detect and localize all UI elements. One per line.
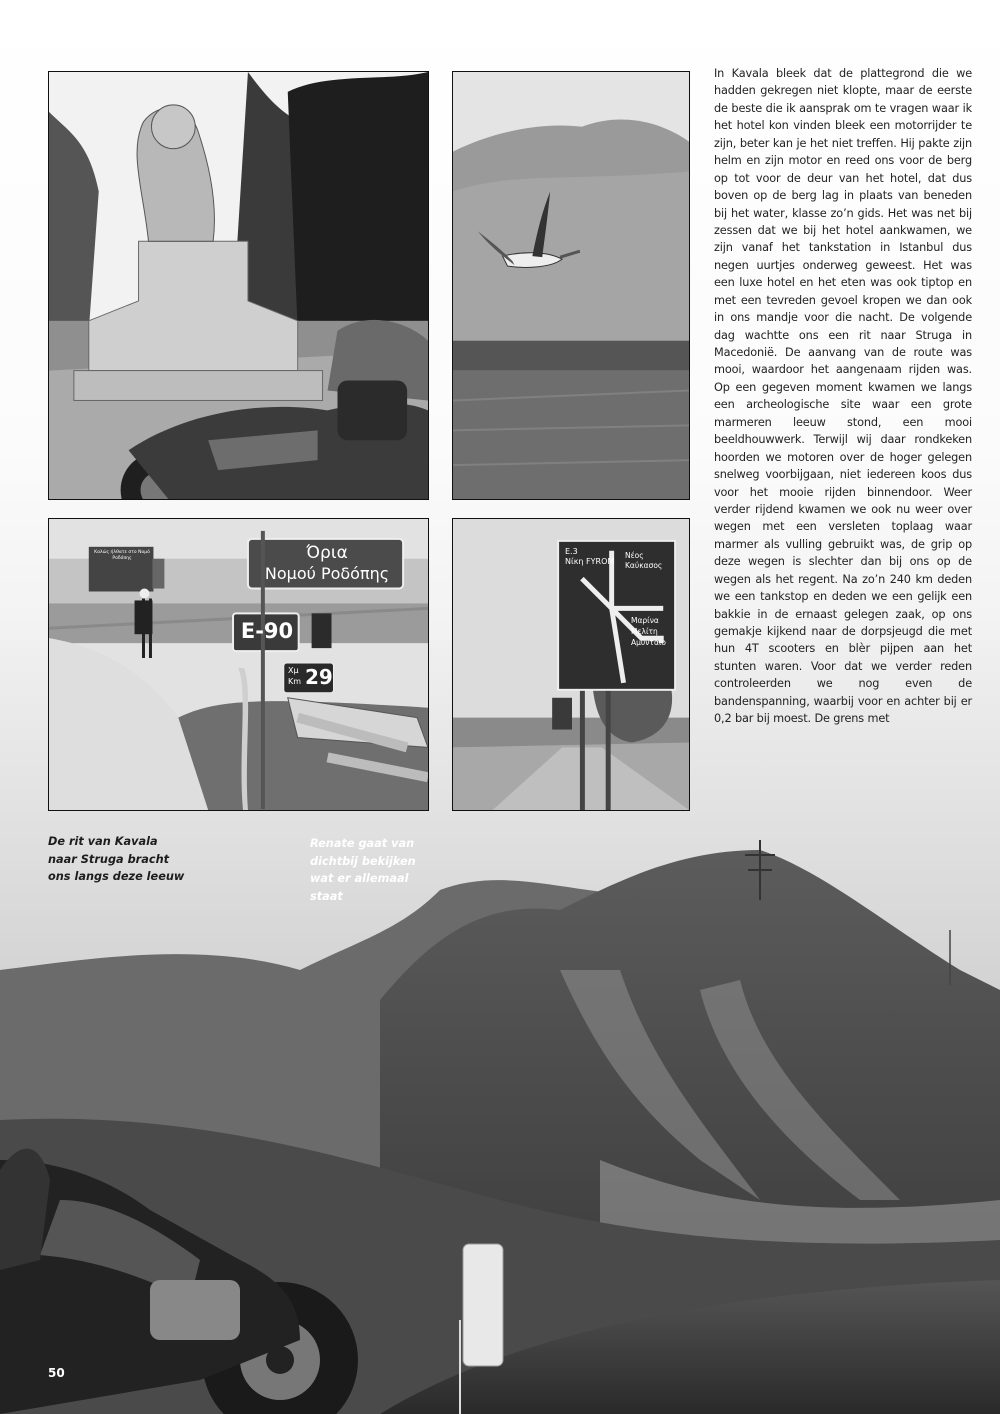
photo-pelican-lake xyxy=(452,71,690,500)
caption-renate: Renate gaat van dichtbij bekijken wat er allemaal staat xyxy=(310,837,416,903)
photo-direction-sign xyxy=(452,518,690,811)
sign-dir-bottom-1: Μαρίνα xyxy=(631,616,659,625)
sign-border-line-2: Νομού Ροδόπης xyxy=(264,564,390,583)
sign-km-label-2: Km xyxy=(288,677,302,686)
caption-lion: De rit van Kavala naar Struga bracht ons langs deze leeuw xyxy=(48,835,185,883)
sign-border-line-1: Όρια xyxy=(306,543,348,563)
article-body-text: In Kavala bleek dat de plattegrond die we hadden gekregen niet klopte, maar de eerste de beste die ik aansprak om te vragen waar ik het hotel kon vinden bleek een motorrijder te zijn, beter kan je het niet treffen. Hij pakte zijn helm en zijn motor en reed ons voor de berg op tot voor de deur van het hotel, dat dus boven op de berg lag in plaats van beneden bij het water, klasse zo’n gids. Het was net bij zessen dat we bij het hotel aankwamen, we zijn vanaf het tankstation in Istanbul dus negen uurtjes onderweg geweest. Het was een luxe hotel en het eten was ook tiptop en met een tevreden gevoel kropen we dan ook in ons mandje voor die nacht. De volgende dag wachtte ons een rit naar Struga in Macedonië. De aanvang van de route was mooi, waardoor het aangenaam rijden was. Op een gegeven moment kwamen we langs een archeologische site waar een grote marmeren leeuw stond, een mooi beeldhouwwerk. Terwijl wij daar rondkeken hoorden we motoren over de hoger gelegen snelweg voorbijgaan, niet iedereen koos dus voor het mooie rijden binnendoor. Weer verder rijdend kwamen we ook nu weer over wegen met een versleten toplaag waar marmer als vulling gebruikt was, de grip op deze wegen is slechter dan bij ons op de wegen als het regent. Na zo’n 240 km deden we een tankstop en deden we een gelijk een bakkie in de ernaast gelegen zaak, op ons gemakje kijkend naar de dorpsjeugd die met hun 4T scooters en blèr pijpen aan het stunten waren. Voor dat we verder reden controleerden we nog even de bandenspanning, waarbij voor en achter bij er 0,2 bar bij moest. De grens met xyxy=(714,67,972,726)
sign-km-label-1: Χμ xyxy=(288,666,299,675)
sign-dir-bottom-3: Αμύνταιο xyxy=(631,638,667,647)
photo-lion-statue xyxy=(48,71,429,500)
sign-route-e90: E-90 xyxy=(240,619,294,643)
sign-dir-top-left-2: Νίκη FYROM xyxy=(565,557,615,566)
photo-road-signs xyxy=(48,518,429,811)
sign-border-small-text: Καλώς ήλθατε στο Νομό Ροδόπης xyxy=(94,550,150,561)
sign-dir-top-right: Νέος Καύκασος xyxy=(625,551,663,570)
sign-dir-top-left: E.3 xyxy=(565,547,578,556)
sign-km-value: 29 xyxy=(305,665,333,689)
sign-dir-bottom-2: Μελίτη xyxy=(631,627,658,636)
page-number: 50 xyxy=(48,1366,65,1380)
